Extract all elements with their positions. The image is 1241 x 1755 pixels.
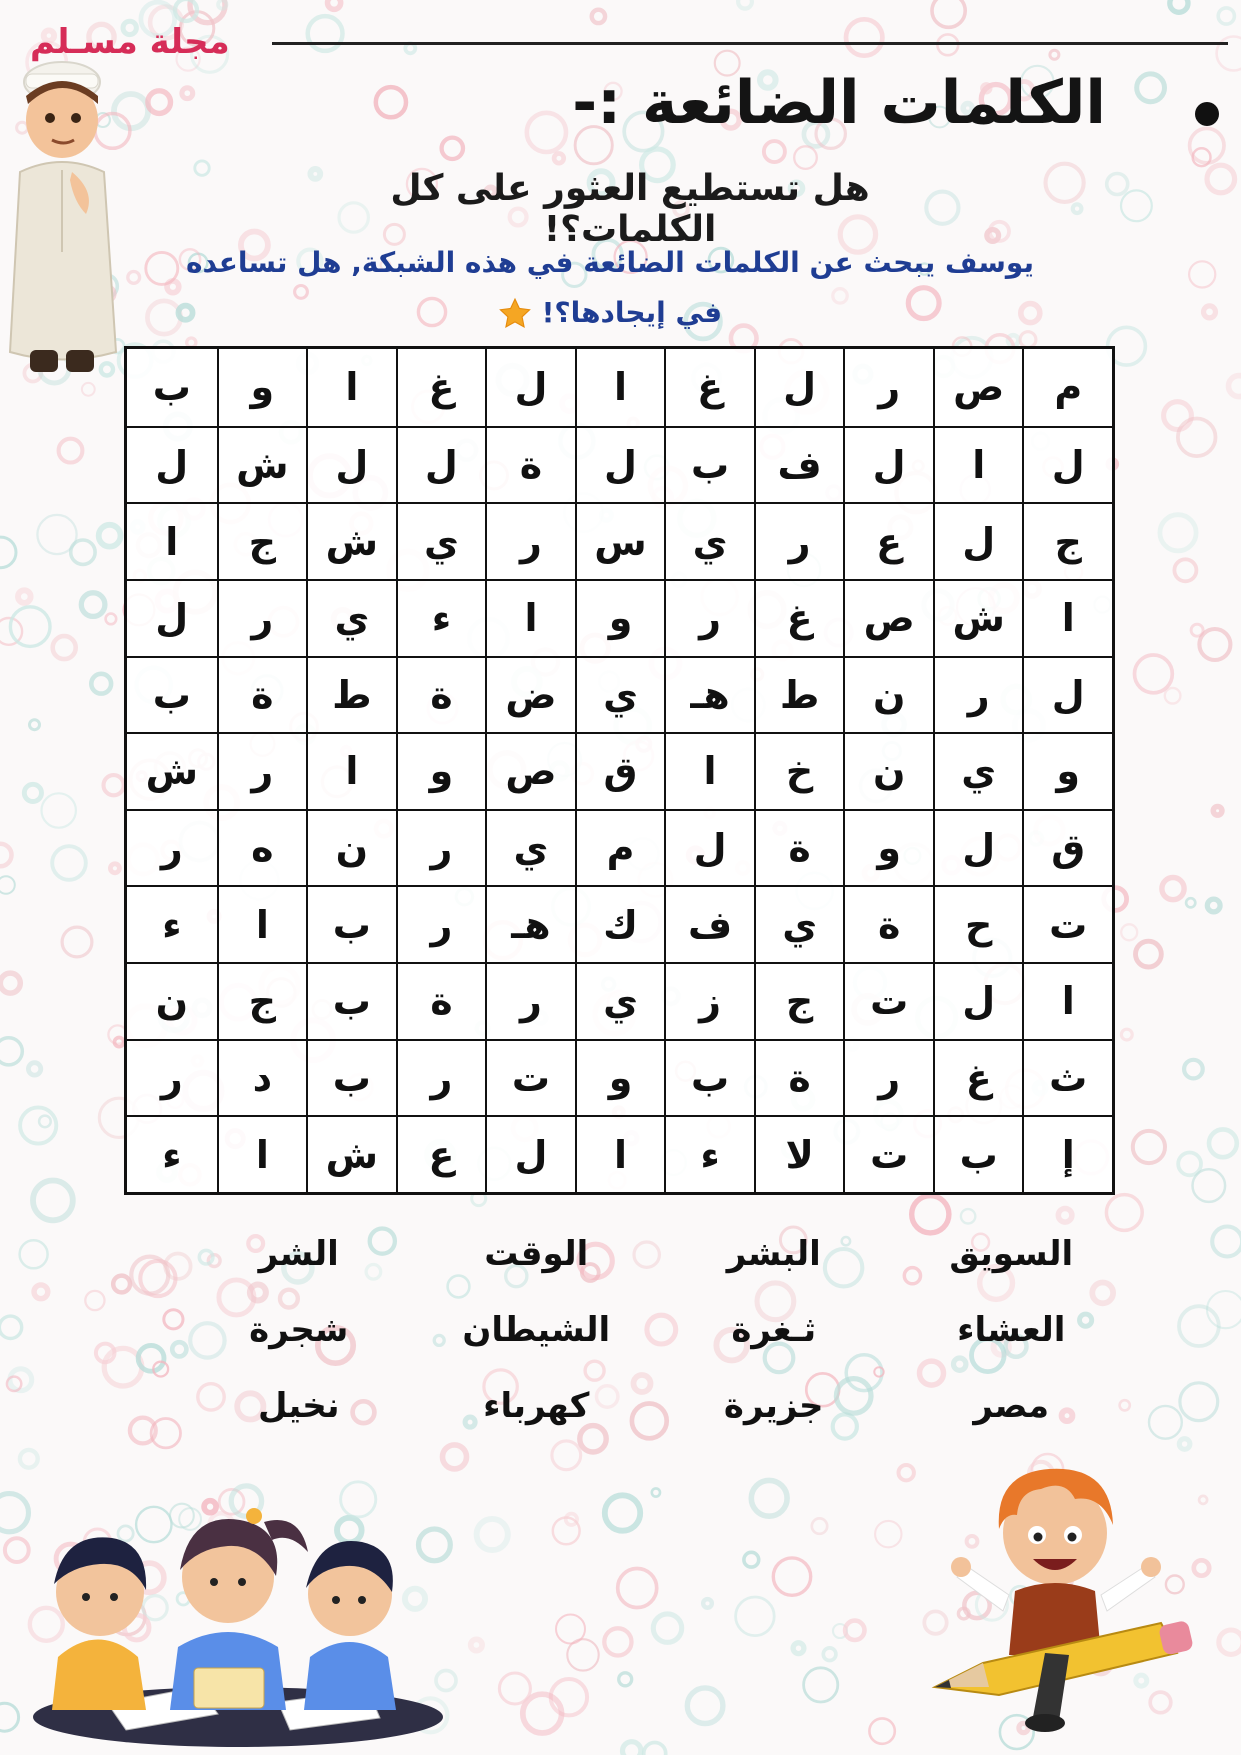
grid-cell[interactable]: ي — [664, 502, 754, 579]
grid-cell[interactable]: ر — [127, 1039, 217, 1116]
grid-cell[interactable]: هـ — [485, 885, 575, 962]
grid-cell[interactable]: ا — [1022, 579, 1112, 656]
grid-cell[interactable]: ر — [396, 1039, 486, 1116]
grid-cell[interactable]: ل — [843, 426, 933, 503]
grid-cell[interactable]: ر — [485, 962, 575, 1039]
boy-thinking-illustration — [0, 52, 130, 382]
grid-cell[interactable]: ن — [843, 656, 933, 733]
grid-cell[interactable]: ب — [152, 365, 191, 410]
star-icon — [498, 297, 532, 331]
grid-cell[interactable]: ء — [664, 1115, 754, 1192]
grid-cell[interactable]: ل — [664, 809, 754, 886]
intro-text — [160, 238, 1060, 338]
grid-cell[interactable]: ن — [306, 809, 396, 886]
grid-cell[interactable]: هـ — [664, 656, 754, 733]
grid-cell[interactable]: ا — [1022, 962, 1112, 1039]
grid-cell[interactable]: ت — [843, 1115, 933, 1192]
grid-cell[interactable]: ا — [575, 1115, 665, 1192]
grid-cell[interactable]: ب — [933, 1115, 1023, 1192]
grid-cell[interactable]: ر — [396, 885, 486, 962]
grid-cell[interactable]: و — [575, 579, 665, 656]
grid-cell[interactable]: د — [217, 1039, 307, 1116]
grid-cell[interactable]: ل — [933, 502, 1023, 579]
grid-cell[interactable]: لا — [754, 1115, 844, 1192]
grid-cell[interactable]: ب — [127, 656, 217, 733]
intro-sentence: يوسف يبحث عن الكلمات الضائعة في هذه الشبكة, هل تساعده في إيجادها؟! — [186, 246, 1034, 329]
grid-cell[interactable]: ب — [664, 1039, 754, 1116]
word-list-item: جزيرة — [723, 1386, 824, 1426]
grid-cell[interactable]: ة — [396, 962, 486, 1039]
grid-cell[interactable]: و — [1022, 732, 1112, 809]
grid-cell[interactable]: ن — [127, 962, 217, 1039]
word-list-item: البشر — [726, 1234, 821, 1274]
word-search-grid — [124, 346, 1115, 1195]
grid-cell[interactable]: ء — [127, 885, 217, 962]
grid-cell[interactable]: ت — [485, 1039, 575, 1116]
grid-cell[interactable]: ر — [127, 809, 217, 886]
grid-cell[interactable]: ع — [396, 1115, 486, 1192]
grid-cell[interactable]: م — [1022, 349, 1112, 426]
grid-cell[interactable]: ر — [843, 1039, 933, 1116]
grid-cell[interactable]: ا — [217, 885, 307, 962]
grid-cell[interactable]: ب — [306, 885, 396, 962]
grid-cell[interactable]: ا — [664, 732, 754, 809]
grid-cell[interactable]: إ — [1022, 1115, 1112, 1192]
grid-cell[interactable]: ر — [664, 579, 754, 656]
grid-cell[interactable]: ث — [1022, 1039, 1112, 1116]
grid-cell[interactable]: ل — [306, 426, 396, 503]
grid-cell[interactable]: ل — [396, 426, 486, 503]
grid-cell[interactable]: ا — [306, 349, 396, 426]
page-title: الكلمات الضائعة :- — [572, 68, 1106, 138]
grid-cell[interactable]: ق — [575, 732, 665, 809]
grid-cell[interactable]: ص — [843, 579, 933, 656]
grid-cell[interactable]: ش — [127, 732, 217, 809]
word-list — [180, 1228, 1130, 1432]
grid-cell[interactable]: ط — [754, 656, 844, 733]
grid-cell[interactable]: ا — [217, 1115, 307, 1192]
grid-cell[interactable]: ج — [217, 962, 307, 1039]
word-list-item: نخيل — [258, 1386, 340, 1426]
grid-cell[interactable]: ة — [396, 656, 486, 733]
grid-cell[interactable]: ص — [485, 732, 575, 809]
grid-cell[interactable]: ر — [843, 349, 933, 426]
grid-cell[interactable]: ل — [575, 426, 665, 503]
grid-cell[interactable]: ي — [933, 732, 1023, 809]
children-studying-illustration — [28, 1472, 448, 1752]
grid-cell[interactable]: ب — [306, 962, 396, 1039]
grid-cell[interactable]: ش — [933, 579, 1023, 656]
grid-cell[interactable]: ا — [575, 349, 665, 426]
grid-cell[interactable]: ك — [575, 885, 665, 962]
grid-cell[interactable]: غ — [396, 349, 486, 426]
grid-cell[interactable]: ب — [306, 1039, 396, 1116]
grid-cell[interactable]: غ — [664, 349, 754, 426]
grid-cell[interactable]: ش — [306, 502, 396, 579]
grid-cell[interactable]: ي — [575, 962, 665, 1039]
grid-cell[interactable]: ض — [485, 656, 575, 733]
word-list-item: ثـغرة — [731, 1310, 817, 1350]
grid-cell[interactable]: غ — [754, 579, 844, 656]
grid-cell[interactable]: ة — [843, 885, 933, 962]
grid-cell[interactable]: ل — [754, 349, 844, 426]
grid-cell[interactable]: ر — [217, 732, 307, 809]
grid-cell[interactable]: ر — [933, 656, 1023, 733]
grid-cell[interactable]: ا — [306, 732, 396, 809]
grid-cell[interactable]: ف — [664, 885, 754, 962]
grid-cell[interactable]: ة — [754, 1039, 844, 1116]
word-list-item: كهرباء — [483, 1386, 590, 1426]
grid-cell[interactable]: ي — [754, 885, 844, 962]
grid-cell[interactable]: و — [217, 349, 307, 426]
grid-cell[interactable]: ج — [754, 962, 844, 1039]
boy-on-pencil-illustration — [925, 1455, 1200, 1745]
grid-cell[interactable]: خ — [754, 732, 844, 809]
grid-cell[interactable]: ن — [843, 732, 933, 809]
grid-cell[interactable]: ة — [485, 426, 575, 503]
grid-cell[interactable]: ي — [575, 656, 665, 733]
grid-cell[interactable]: و — [396, 732, 486, 809]
grid-cell[interactable]: ل — [485, 349, 575, 426]
word-list-item: الشر — [258, 1234, 339, 1274]
word-list-item: الشيطان — [462, 1310, 611, 1350]
title-bullet — [1195, 102, 1219, 126]
grid-cell[interactable]: ي — [306, 579, 396, 656]
word-list-item: شجرة — [249, 1310, 349, 1350]
page-subtitle: هل تستطيع العثور على كل الكلمات؟! — [390, 168, 870, 250]
grid-cell[interactable]: ب — [664, 426, 754, 503]
grid-cell[interactable]: ة — [217, 656, 307, 733]
grid-cell[interactable]: ل — [933, 962, 1023, 1039]
grid-cell[interactable]: ج — [1022, 502, 1112, 579]
grid-cell[interactable]: ع — [843, 502, 933, 579]
grid-cell[interactable]: ط — [306, 656, 396, 733]
grid-cell[interactable]: ل — [127, 579, 217, 656]
grid-cell[interactable]: ص — [933, 349, 1023, 426]
grid-cell[interactable]: س — [575, 502, 665, 579]
grid-cell[interactable]: و — [843, 809, 933, 886]
grid-cell[interactable]: غ — [933, 1039, 1023, 1116]
grid-cell[interactable]: ش — [306, 1115, 396, 1192]
grid-cell[interactable]: ا — [933, 426, 1023, 503]
grid-cell[interactable]: ل — [1022, 426, 1112, 503]
grid-cell[interactable]: ا — [485, 579, 575, 656]
word-list-item: السويق — [949, 1234, 1074, 1274]
grid-cell[interactable]: ت — [1022, 885, 1112, 962]
grid-cell[interactable]: ء — [127, 1115, 217, 1192]
grid-cell[interactable]: ا — [127, 502, 217, 579]
grid-cell[interactable]: ل — [1022, 656, 1112, 733]
grid-cell[interactable]: ج — [217, 502, 307, 579]
word-list-item: الوقت — [484, 1234, 589, 1274]
grid-cell[interactable]: م — [575, 809, 665, 886]
grid-cell[interactable]: ف — [754, 426, 844, 503]
grid-cell[interactable]: ل — [127, 426, 217, 503]
grid-cell[interactable]: ر — [217, 579, 307, 656]
grid-cell[interactable]: ر — [485, 502, 575, 579]
grid-cell[interactable]: ز — [664, 962, 754, 1039]
grid-cell[interactable]: ح — [933, 885, 1023, 962]
grid-cell[interactable]: ر — [754, 502, 844, 579]
grid-cell[interactable]: ل — [485, 1115, 575, 1192]
word-list-item: مصر — [973, 1386, 1050, 1426]
grid-cell[interactable]: ر — [396, 809, 486, 886]
grid-cell[interactable]: ء — [396, 579, 486, 656]
header-divider — [272, 42, 1228, 45]
grid-cell[interactable]: ة — [754, 809, 844, 886]
grid-cell[interactable]: ل — [933, 809, 1023, 886]
grid-cell[interactable]: ي — [485, 809, 575, 886]
grid-cell[interactable]: ت — [843, 962, 933, 1039]
grid-cell[interactable]: ه — [217, 809, 307, 886]
magazine-brand: مجلة مسـلم — [30, 22, 230, 62]
grid-cell[interactable]: ق — [1022, 809, 1112, 886]
grid-cell[interactable]: ش — [217, 426, 307, 503]
grid-cell[interactable]: و — [575, 1039, 665, 1116]
word-list-item: العشاء — [957, 1310, 1066, 1350]
grid-cell[interactable]: ي — [396, 502, 486, 579]
